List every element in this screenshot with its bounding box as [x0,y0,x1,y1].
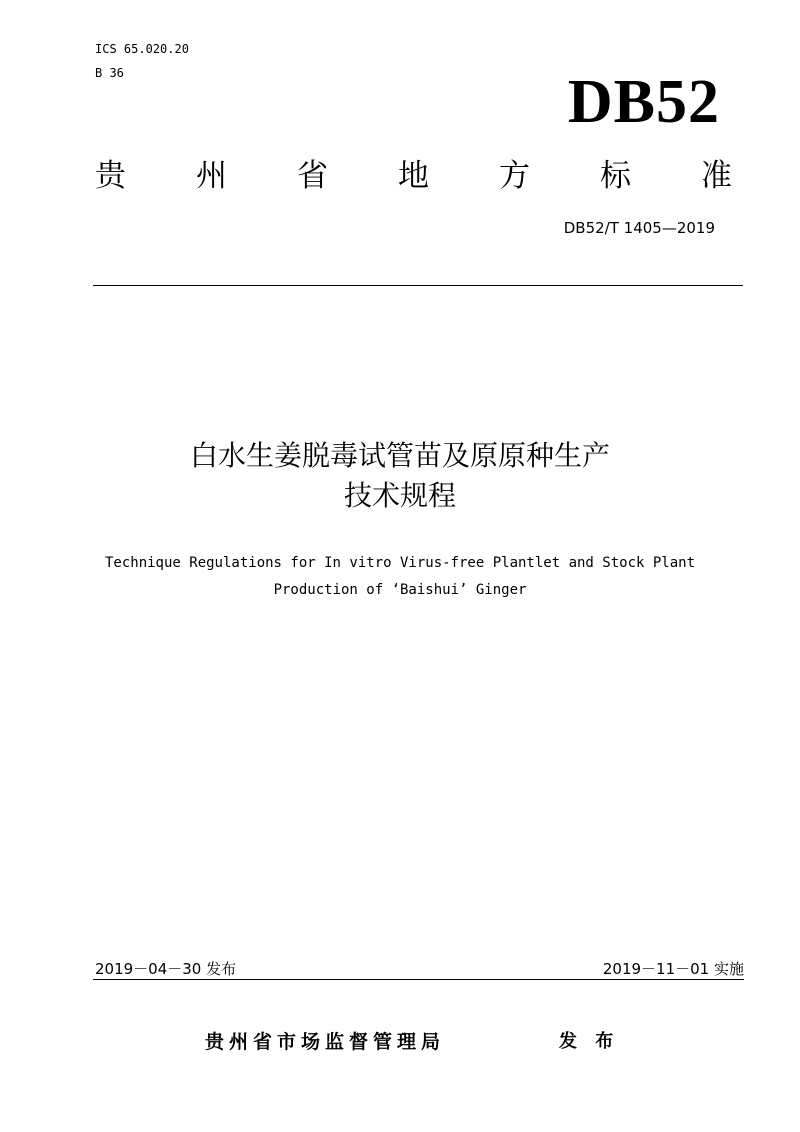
standard-number: DB52/T 1405—2019 [563,219,715,237]
implementation-date: 2019－11－01 实施 [602,960,744,978]
title-cn-line-1: 白水生姜脱毒试管苗及原原种生产 [189,439,610,472]
top-divider [93,285,743,286]
standard-type-char: 准 [701,158,732,194]
title-en-line-1: Technique Regulations for In vitro Virus-free Plantlet and Stock Plant [104,555,695,571]
bottom-divider [93,979,744,980]
db-code: DB52 [567,68,720,136]
standard-type-char: 省 [297,158,328,194]
standard-type-char: 地 [398,158,429,194]
document-title-en [0,550,800,604]
standard-type [95,158,732,194]
ics-code: ICS 65.020.20 [95,42,189,56]
title-cn-line-2: 技术规程 [343,479,456,512]
ccs-code: B 36 [95,66,124,80]
issue-date: 2019－04－30 发布 [95,960,237,978]
standard-type-char: 州 [196,158,227,194]
standard-type-char: 贵 [95,158,126,194]
issuing-authority: 贵州省市场监督管理局 [205,1031,446,1053]
title-en-line-2: Production of ‘Baishui’ Ginger [273,582,527,598]
standard-type-char: 方 [499,158,530,194]
document-title-cn [0,436,800,516]
publish-label: 发 布 [559,1031,620,1052]
standard-type-char: 标 [600,158,631,194]
